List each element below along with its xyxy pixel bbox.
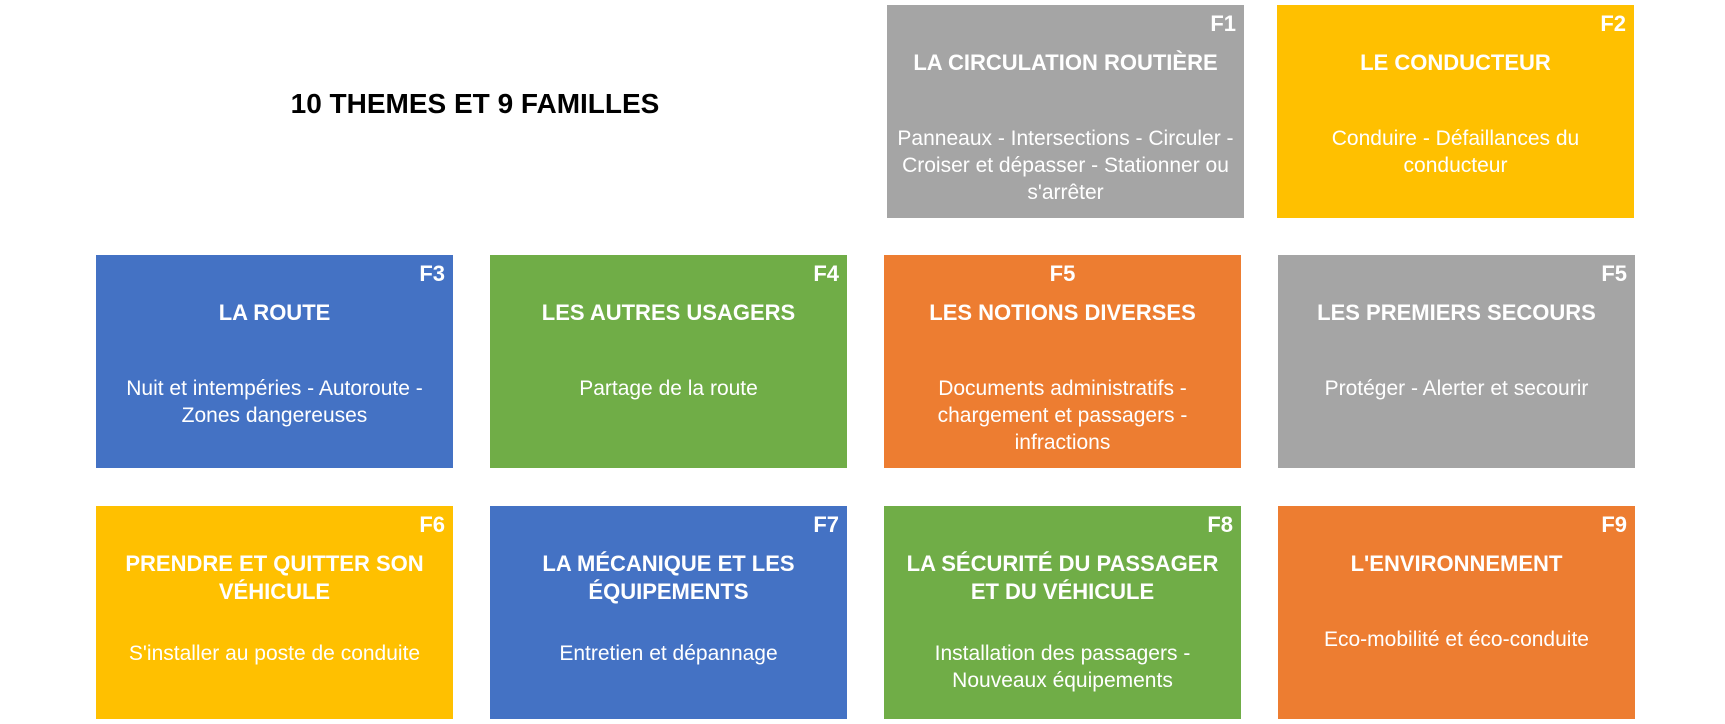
theme-card-f5-notions bbox=[884, 255, 1241, 468]
theme-title: LA CIRCULATION ROUTIÈRE bbox=[913, 50, 1218, 75]
theme-card-f4 bbox=[490, 255, 847, 468]
theme-title: LES PREMIERS SECOURS bbox=[1317, 300, 1596, 325]
theme-description: Partage de la route bbox=[579, 377, 758, 400]
theme-card-f5-secours bbox=[1278, 255, 1635, 468]
theme-title: LA SÉCURITÉ DU PASSAGER ET DU VÉHICULE bbox=[906, 551, 1219, 604]
theme-title: LA MÉCANIQUE ET LES ÉQUIPEMENTS bbox=[542, 551, 795, 604]
page-title: 10 THEMES ET 9 FAMILLES bbox=[290, 88, 660, 119]
theme-title: LES AUTRES USAGERS bbox=[541, 300, 796, 325]
family-code: F9 bbox=[1601, 512, 1627, 537]
theme-title: PRENDRE ET QUITTER SON VÉHICULE bbox=[125, 551, 424, 604]
family-code: F5 bbox=[1049, 261, 1076, 286]
theme-card-f1 bbox=[887, 5, 1244, 218]
theme-description: Entretien et dépannage bbox=[559, 642, 778, 665]
theme-description: Protéger - Alerter et secourir bbox=[1324, 377, 1589, 400]
family-code: F3 bbox=[419, 261, 445, 286]
theme-card-f6 bbox=[96, 506, 453, 719]
theme-description: Panneaux - Intersections - Circuler - Croiser et dépasser - Stationner ou s'arrêter bbox=[897, 127, 1234, 204]
theme-title: LES NOTIONS DIVERSES bbox=[929, 300, 1196, 325]
theme-description: Eco-mobilité et éco-conduite bbox=[1324, 628, 1589, 651]
theme-card-f7 bbox=[490, 506, 847, 719]
theme-description: Conduire - Défaillances du conducteur bbox=[1331, 127, 1580, 177]
theme-title: LE CONDUCTEUR bbox=[1360, 50, 1551, 75]
family-code: F1 bbox=[1210, 11, 1236, 36]
theme-card-f9 bbox=[1278, 506, 1635, 719]
theme-description: S'installer au poste de conduite bbox=[128, 642, 421, 665]
theme-card-f3 bbox=[96, 255, 453, 468]
theme-title: LA ROUTE bbox=[218, 300, 331, 325]
family-code: F8 bbox=[1207, 512, 1233, 537]
family-code: F7 bbox=[813, 512, 839, 537]
family-code: F6 bbox=[419, 512, 445, 537]
theme-title: L'ENVIRONNEMENT bbox=[1350, 551, 1563, 576]
theme-card-f8 bbox=[884, 506, 1241, 719]
theme-description: Installation des passagers - Nouveaux équipements bbox=[934, 642, 1191, 692]
theme-description: Nuit et intempéries - Autoroute - Zones dangereuses bbox=[126, 377, 423, 427]
theme-card-f2 bbox=[1277, 5, 1634, 218]
theme-description: Documents administratifs - chargement et passagers - infractions bbox=[937, 377, 1188, 454]
family-code: F5 bbox=[1601, 261, 1627, 286]
family-code: F2 bbox=[1600, 11, 1626, 36]
family-code: F4 bbox=[813, 261, 839, 286]
